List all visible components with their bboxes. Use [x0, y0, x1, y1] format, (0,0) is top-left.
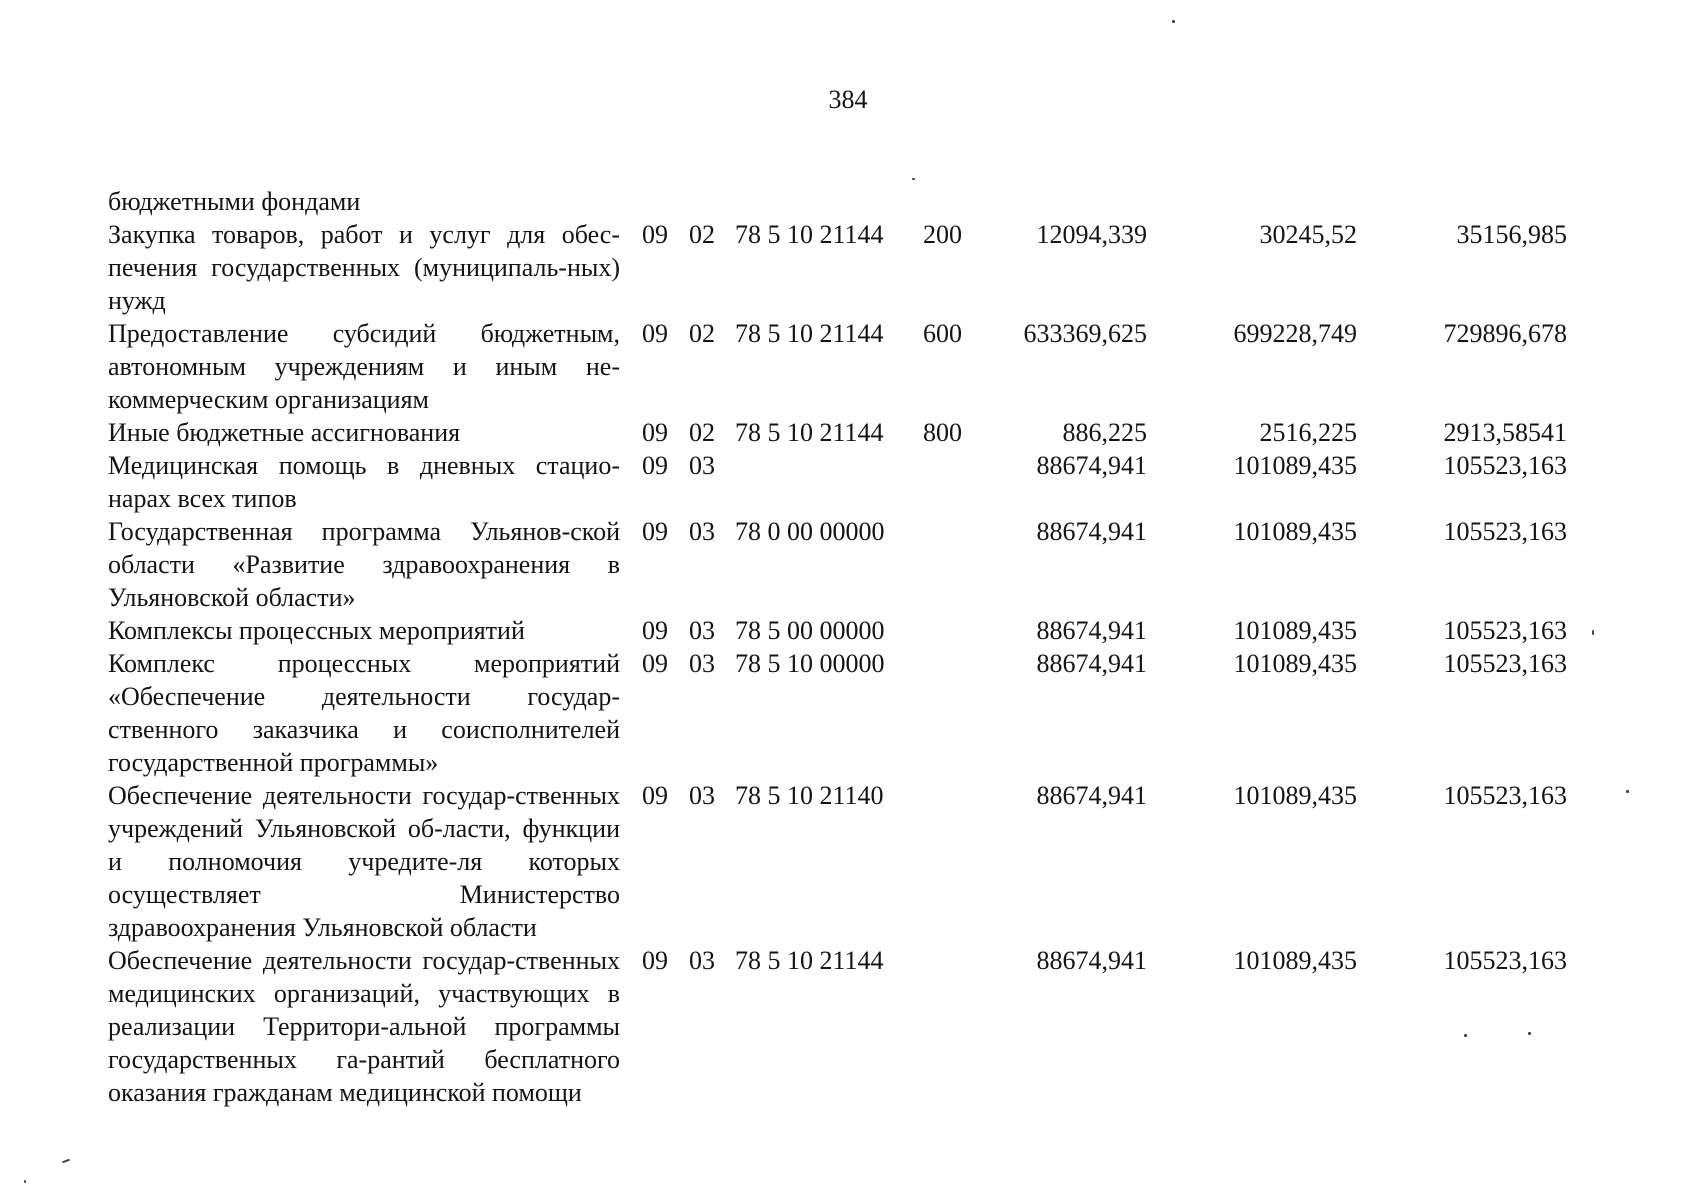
row-expense-type-code: 800 — [923, 418, 962, 447]
row-amount-year-3: 105523,163 — [1443, 781, 1567, 810]
row-amount-year-2: 101089,435 — [1233, 451, 1357, 480]
row-expense-type-code — [923, 449, 1003, 515]
row-section-code: 09 — [642, 418, 668, 447]
row-amount-year-1: 88674,941 — [1036, 616, 1147, 645]
row-target-article-code: 78 5 10 21144 — [735, 418, 884, 447]
page-number: 384 — [828, 85, 868, 114]
row-subsection-code: 02 — [689, 220, 715, 249]
row-amount-year-1: 12094,339 — [1036, 220, 1147, 249]
row-section-code: 09 — [642, 946, 668, 975]
row-name: Обеспечение деятельности государ-ственных медицинских организаций, участвующих в реализации Территори-альной программы государственных га-рантий бесплатного оказания гражданам медицинской помощи — [108, 946, 620, 1107]
row-target-article-code: 78 5 10 21140 — [735, 781, 884, 810]
row-target-article-code: 78 5 00 00000 — [735, 616, 885, 645]
table-row — [108, 218, 1567, 317]
table-row — [108, 647, 1567, 779]
scan-speck — [1626, 790, 1629, 793]
row-amount-year-1: 886,225 — [1062, 418, 1147, 447]
row-target-article-code: 78 5 10 21144 — [735, 220, 884, 249]
row-amount-year-1: 88674,941 — [1036, 781, 1147, 810]
budget-table-body — [108, 218, 1567, 1109]
row-amount-year-3: 105523,163 — [1443, 616, 1567, 645]
continued-row-text: бюджетными фондами — [108, 187, 361, 216]
row-section-code: 09 — [642, 616, 668, 645]
row-amount-year-2: 2516,225 — [1259, 418, 1357, 447]
row-target-article-code: 78 5 10 21144 — [735, 319, 884, 348]
row-expense-type-code: 600 — [923, 319, 962, 348]
row-target-article-code — [735, 449, 923, 515]
row-name: Иные бюджетные ассигнования — [108, 418, 461, 447]
row-name: Государственная программа Ульянов-ской области «Развитие здравоохранения в Ульяновской области» — [108, 517, 620, 612]
row-section-code: 09 — [642, 220, 668, 249]
table-row — [108, 449, 1567, 515]
row-amount-year-2: 699228,749 — [1233, 319, 1357, 348]
table-row — [108, 515, 1567, 614]
row-amount-year-3: 105523,163 — [1443, 451, 1567, 480]
table-row — [108, 416, 1567, 449]
row-name: Комплексы процессных мероприятий — [108, 616, 525, 645]
row-section-code: 09 — [642, 649, 668, 678]
scan-speck — [1528, 1032, 1531, 1035]
table-row — [108, 944, 1567, 1109]
row-name: Комплекс процессных мероприятий «Обеспечение деятельности государ-ственного заказчика и соисполнителей государственной программы» — [108, 649, 620, 777]
row-subsection-code: 03 — [689, 649, 715, 678]
row-section-code: 09 — [642, 319, 668, 348]
row-target-article-code: 78 5 10 21144 — [735, 946, 884, 975]
row-expense-type-code — [923, 944, 1003, 1109]
row-expense-type-code — [923, 647, 1003, 779]
row-section-code: 09 — [642, 517, 668, 546]
scan-speck — [1172, 20, 1175, 23]
row-expense-type-code — [923, 614, 1003, 647]
scan-speck — [1592, 630, 1594, 635]
row-name: Обеспечение деятельности государ-ственных учреждений Ульяновской об-ласти, функции и полномочия учредите-ля которых осуществляет Министерство здравоохранения Ульяновской области — [108, 781, 620, 942]
row-subsection-code: 03 — [689, 781, 715, 810]
row-amount-year-3: 2913,58541 — [1443, 418, 1567, 447]
row-amount-year-2: 101089,435 — [1233, 781, 1357, 810]
row-amount-year-3: 105523,163 — [1443, 517, 1567, 546]
row-section-code: 09 — [642, 781, 668, 810]
table-row — [108, 317, 1567, 416]
row-subsection-code: 02 — [689, 319, 715, 348]
row-amount-year-1: 88674,941 — [1036, 451, 1147, 480]
row-subsection-code: 03 — [689, 946, 715, 975]
row-amount-year-1: 88674,941 — [1036, 517, 1147, 546]
scan-speck — [24, 1180, 26, 1183]
row-expense-type-code — [923, 515, 1003, 614]
row-expense-type-code: 200 — [923, 220, 962, 249]
row-amount-year-2: 101089,435 — [1233, 946, 1357, 975]
scan-speck — [912, 178, 915, 180]
row-section-code: 09 — [642, 451, 668, 480]
row-amount-year-2: 101089,435 — [1233, 649, 1357, 678]
table-row — [108, 779, 1567, 944]
row-subsection-code: 03 — [689, 517, 715, 546]
row-amount-year-2: 101089,435 — [1233, 517, 1357, 546]
row-amount-year-1: 88674,941 — [1036, 946, 1147, 975]
scan-speck — [62, 1159, 70, 1164]
scan-speck — [1464, 1034, 1467, 1037]
row-name: Предоставление субсидий бюджетным, автономным учреждениям и иным не-коммерческим организациям — [108, 319, 620, 414]
row-name: Медицинская помощь в дневных стацио-нарах всех типов — [108, 451, 620, 513]
row-expense-type-code — [923, 779, 1003, 944]
table-row — [108, 614, 1567, 647]
row-amount-year-3: 105523,163 — [1443, 649, 1567, 678]
row-amount-year-1: 633369,625 — [1023, 319, 1147, 348]
row-target-article-code: 78 0 00 00000 — [735, 517, 885, 546]
row-amount-year-3: 105523,163 — [1443, 946, 1567, 975]
row-subsection-code: 02 — [689, 418, 715, 447]
row-amount-year-1: 88674,941 — [1036, 649, 1147, 678]
row-target-article-code: 78 5 10 00000 — [735, 649, 885, 678]
budget-table — [108, 218, 1567, 1109]
row-subsection-code: 03 — [689, 616, 715, 645]
row-amount-year-3: 729896,678 — [1443, 319, 1567, 348]
row-amount-year-2: 101089,435 — [1233, 616, 1357, 645]
row-amount-year-2: 30245,52 — [1259, 220, 1357, 249]
row-amount-year-3: 35156,985 — [1456, 220, 1567, 249]
row-subsection-code: 03 — [689, 451, 715, 480]
row-name: Закупка товаров, работ и услуг для обес-печения государственных (муниципаль-ных) нужд — [108, 220, 620, 315]
